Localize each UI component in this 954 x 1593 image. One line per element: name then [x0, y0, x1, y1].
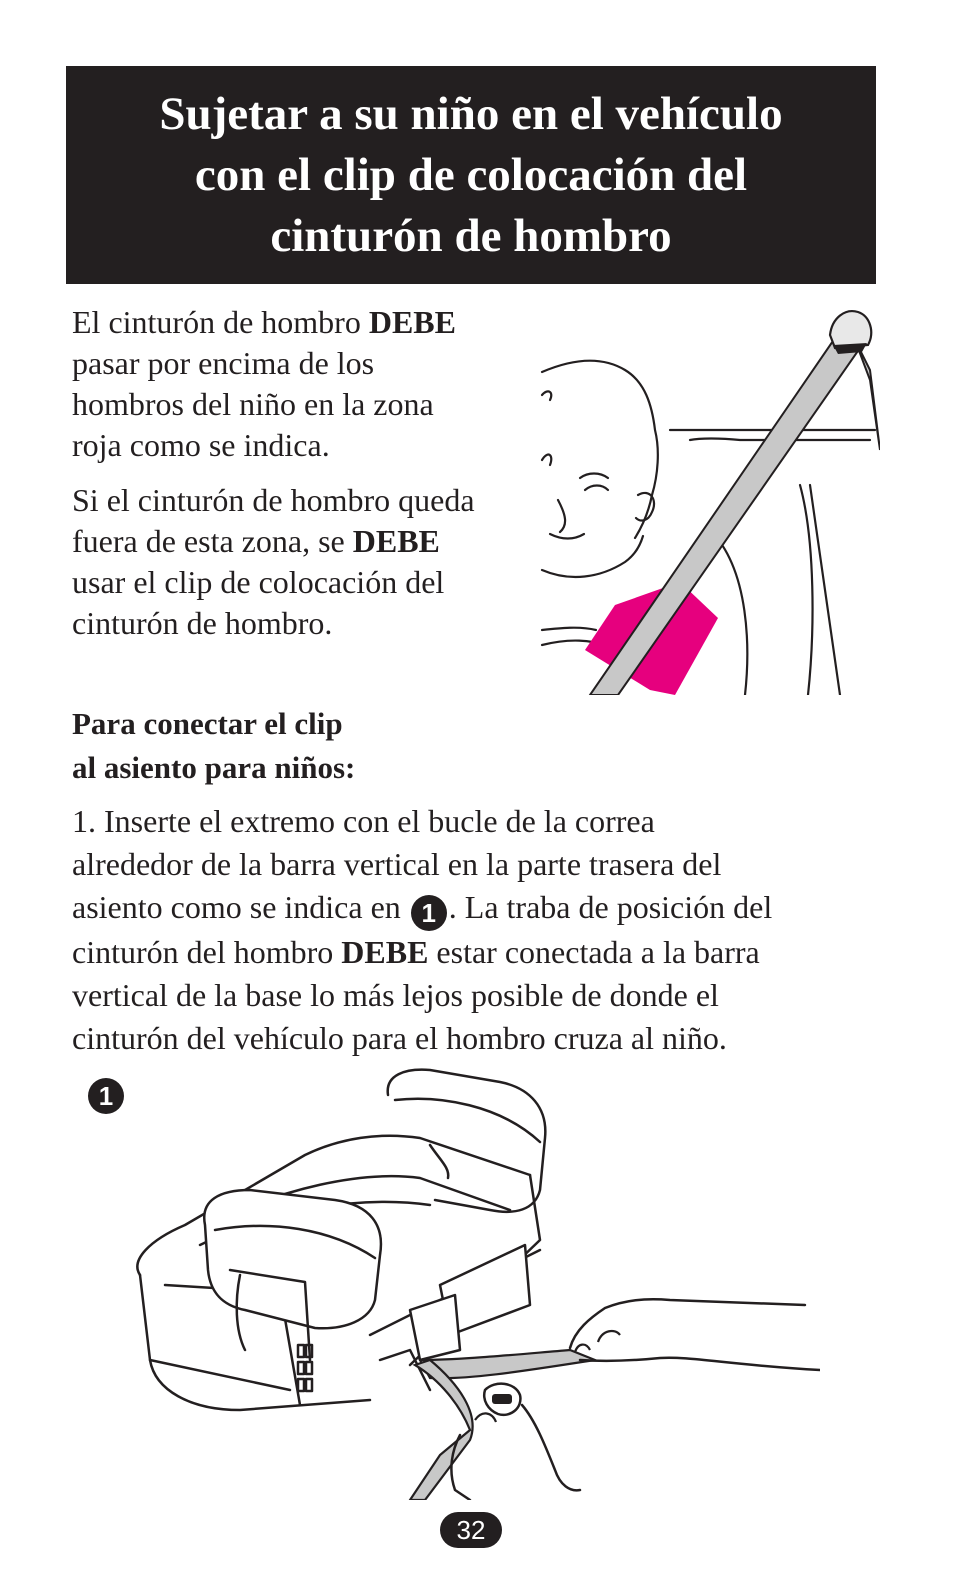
- step-marker-1-icon: 1: [411, 895, 447, 931]
- emphasis-debe: DEBE: [341, 934, 429, 970]
- step-text: vertical de la base lo más lejos posible de donde el: [72, 977, 719, 1013]
- intro-paragraph-2: [72, 480, 475, 644]
- step-text: 1. Inserte el extremo con el bucle de la correa: [72, 803, 655, 839]
- step-text: cinturón del vehículo para el hombro cruza al niño.: [72, 1020, 727, 1056]
- intro-paragraph-1: [72, 302, 456, 466]
- subheading-line-1: Para conectar el clip: [72, 706, 343, 741]
- figure-1-marker-icon: 1: [88, 1078, 124, 1114]
- intro-text: El cinturón de hombro: [72, 304, 369, 340]
- intro-text: roja como se indica.: [72, 427, 330, 463]
- step-text: estar conectada a la barra: [428, 934, 760, 970]
- booster-seat-clip-illustration: [130, 1060, 820, 1500]
- title-banner: [66, 66, 876, 284]
- emphasis-debe: DEBE: [368, 304, 456, 340]
- step-1-instructions: [72, 800, 902, 1060]
- step-text: alrededor de la barra vertical en la parte trasera del: [72, 846, 722, 882]
- child-shoulder-belt-illustration: [540, 300, 880, 695]
- step-text: . La traba de posición del: [448, 889, 773, 925]
- intro-text: fuera de esta zona, se: [72, 523, 353, 559]
- subheading-line-2: al asiento para niños:: [72, 750, 356, 785]
- intro-text: usar el clip de colocación del: [72, 564, 445, 600]
- step-text: asiento como se indica en: [72, 889, 409, 925]
- intro-text: cinturón de hombro.: [72, 605, 333, 641]
- page-number-badge: 32: [440, 1512, 502, 1548]
- title-line-3: cinturón de hombro: [270, 209, 672, 262]
- emphasis-debe: DEBE: [352, 523, 440, 559]
- title-line-2: con el clip de colocación del: [194, 148, 748, 201]
- section-subheading: [72, 702, 355, 790]
- title-line-1: Sujetar a su niño en el vehículo: [159, 87, 783, 140]
- intro-text: Si el cinturón de hombro queda: [72, 482, 475, 518]
- step-text: cinturón del hombro: [72, 934, 342, 970]
- intro-text: pasar por encima de los: [72, 345, 375, 381]
- intro-text: hombros del niño en la zona: [72, 386, 434, 422]
